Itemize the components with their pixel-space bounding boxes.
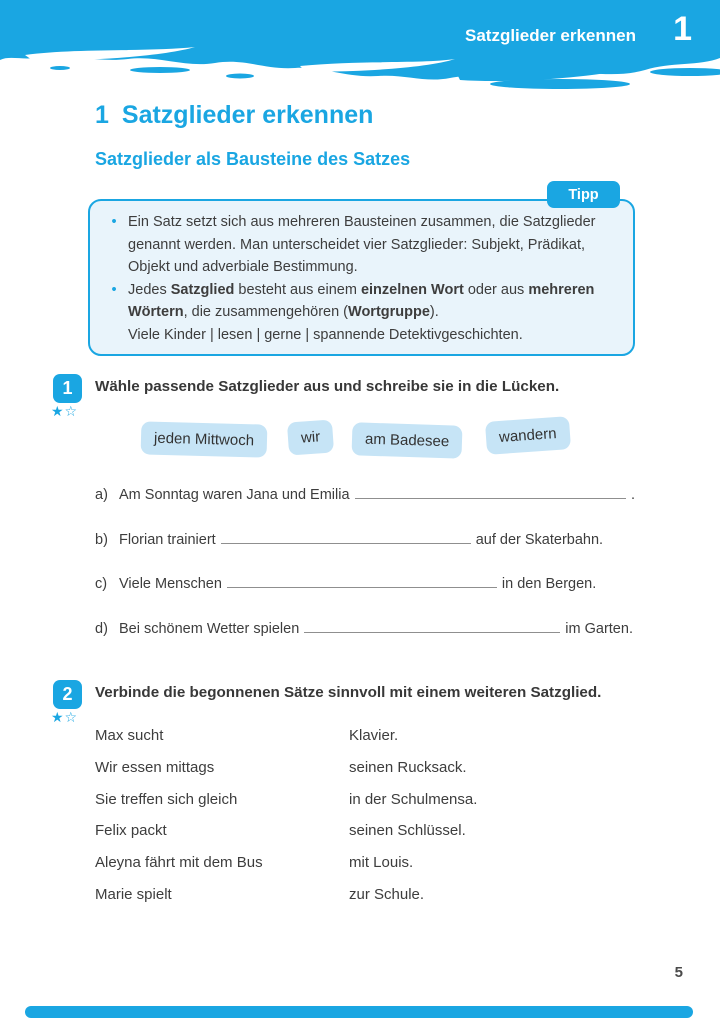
fill-item — [95, 531, 635, 550]
tip-example-line: Viele Kinder | lesen | gerne | spannende Detektivgeschichten. — [128, 326, 523, 343]
match-right-cell: seinen Schlüssel. — [349, 822, 466, 840]
exercise-2-stars: ★☆ — [51, 709, 79, 725]
matching-list — [95, 727, 635, 918]
bullet-icon: • — [111, 214, 117, 230]
item-text-before: Bei schönem Wetter spielen — [119, 620, 300, 637]
page-title-text: Satzglieder erkennen — [121, 101, 374, 129]
exercise-1-instruction: Wähle passende Satzglieder aus und schreibe sie in die Lücken. — [95, 378, 560, 395]
item-label: a) — [95, 487, 108, 503]
blank-line[interactable] — [227, 575, 497, 588]
header-band — [0, 0, 720, 100]
match-left-cell: Wir essen mittags — [95, 758, 215, 776]
tip-bullet-text: Jedes Satzglied besteht aus einem einzelnen Wort oder aus mehreren Wörtern, die zusammengehören (Wortgruppe). — [128, 281, 595, 320]
match-right-cell: zur Schule. — [349, 885, 425, 903]
item-text-after: . — [630, 487, 635, 503]
exercise-2-instruction: Verbinde die begonnenen Sätze sinnvoll mit einem weiteren Satzglied. — [95, 684, 602, 701]
tip-tab: Tipp — [547, 181, 620, 208]
page-title-number: 1 — [95, 101, 109, 129]
exercise-2-badge: 2 — [53, 680, 82, 709]
item-label: d) — [95, 620, 108, 637]
item-label: c) — [95, 576, 108, 592]
item-text-after: in den Bergen. — [501, 576, 597, 592]
match-left-cell: Max sucht — [95, 727, 164, 744]
item-text-before: Florian trainiert — [119, 531, 216, 548]
tip-box — [88, 199, 635, 356]
blank-line[interactable] — [221, 531, 471, 544]
chapter-number: 1 — [673, 10, 692, 48]
fill-item — [95, 575, 635, 594]
bullet-icon: • — [111, 281, 117, 298]
fill-in-items — [95, 486, 635, 664]
item-label: b) — [95, 531, 108, 548]
chapter-label: Satzglieder erkennen — [464, 26, 636, 45]
blank-line[interactable] — [355, 486, 626, 499]
fill-item — [95, 620, 635, 639]
page-title — [95, 101, 373, 130]
word-chip[interactable]: wandern — [485, 416, 571, 455]
item-text-before: Viele Menschen — [119, 576, 222, 592]
match-right-cell: mit Louis. — [349, 854, 414, 872]
match-left-cell: Sie treffen sich gleich — [95, 790, 238, 808]
match-left-cell: Marie spielt — [95, 885, 172, 903]
word-chip[interactable]: am Badesee — [352, 422, 463, 458]
brush-stroke-graphic — [0, 0, 720, 100]
exercise-1-stars: ★☆ — [51, 403, 79, 419]
tip-bullet — [100, 211, 621, 279]
item-text-after: auf der Skaterbahn. — [475, 531, 604, 548]
match-left-cell: Aleyna fährt mit dem Bus — [95, 854, 263, 872]
fill-item — [95, 486, 635, 505]
tip-bullets — [100, 211, 621, 346]
match-right-cell: in der Schulmensa. — [349, 790, 478, 808]
blank-line[interactable] — [304, 620, 560, 633]
footer-bar — [25, 1006, 693, 1018]
tip-bullet — [100, 279, 621, 324]
item-text-before: Am Sonntag waren Jana und Emilia — [119, 487, 350, 503]
match-right-cell: seinen Rucksack. — [349, 758, 467, 776]
word-chip[interactable]: jeden Mittwoch — [141, 421, 268, 457]
item-text-after: im Garten. — [565, 620, 633, 637]
match-right-cell: Klavier. — [349, 727, 399, 744]
word-chip[interactable]: wir — [287, 419, 334, 455]
match-left-cell: Felix packt — [95, 822, 167, 840]
tip-bullet-text: Ein Satz setzt sich aus mehreren Bausteinen zusammen, die Satzglieder genannt werden. Man unterscheidet vier Satzglieder: Subjekt, Prädikat, Objekt und adverbiale Bestimmung. — [128, 214, 596, 275]
section-subtitle: Satzglieder als Bausteine des Satzes — [95, 149, 411, 169]
exercise-1-badge: 1 — [53, 374, 82, 403]
page-number: 5 — [674, 964, 683, 981]
